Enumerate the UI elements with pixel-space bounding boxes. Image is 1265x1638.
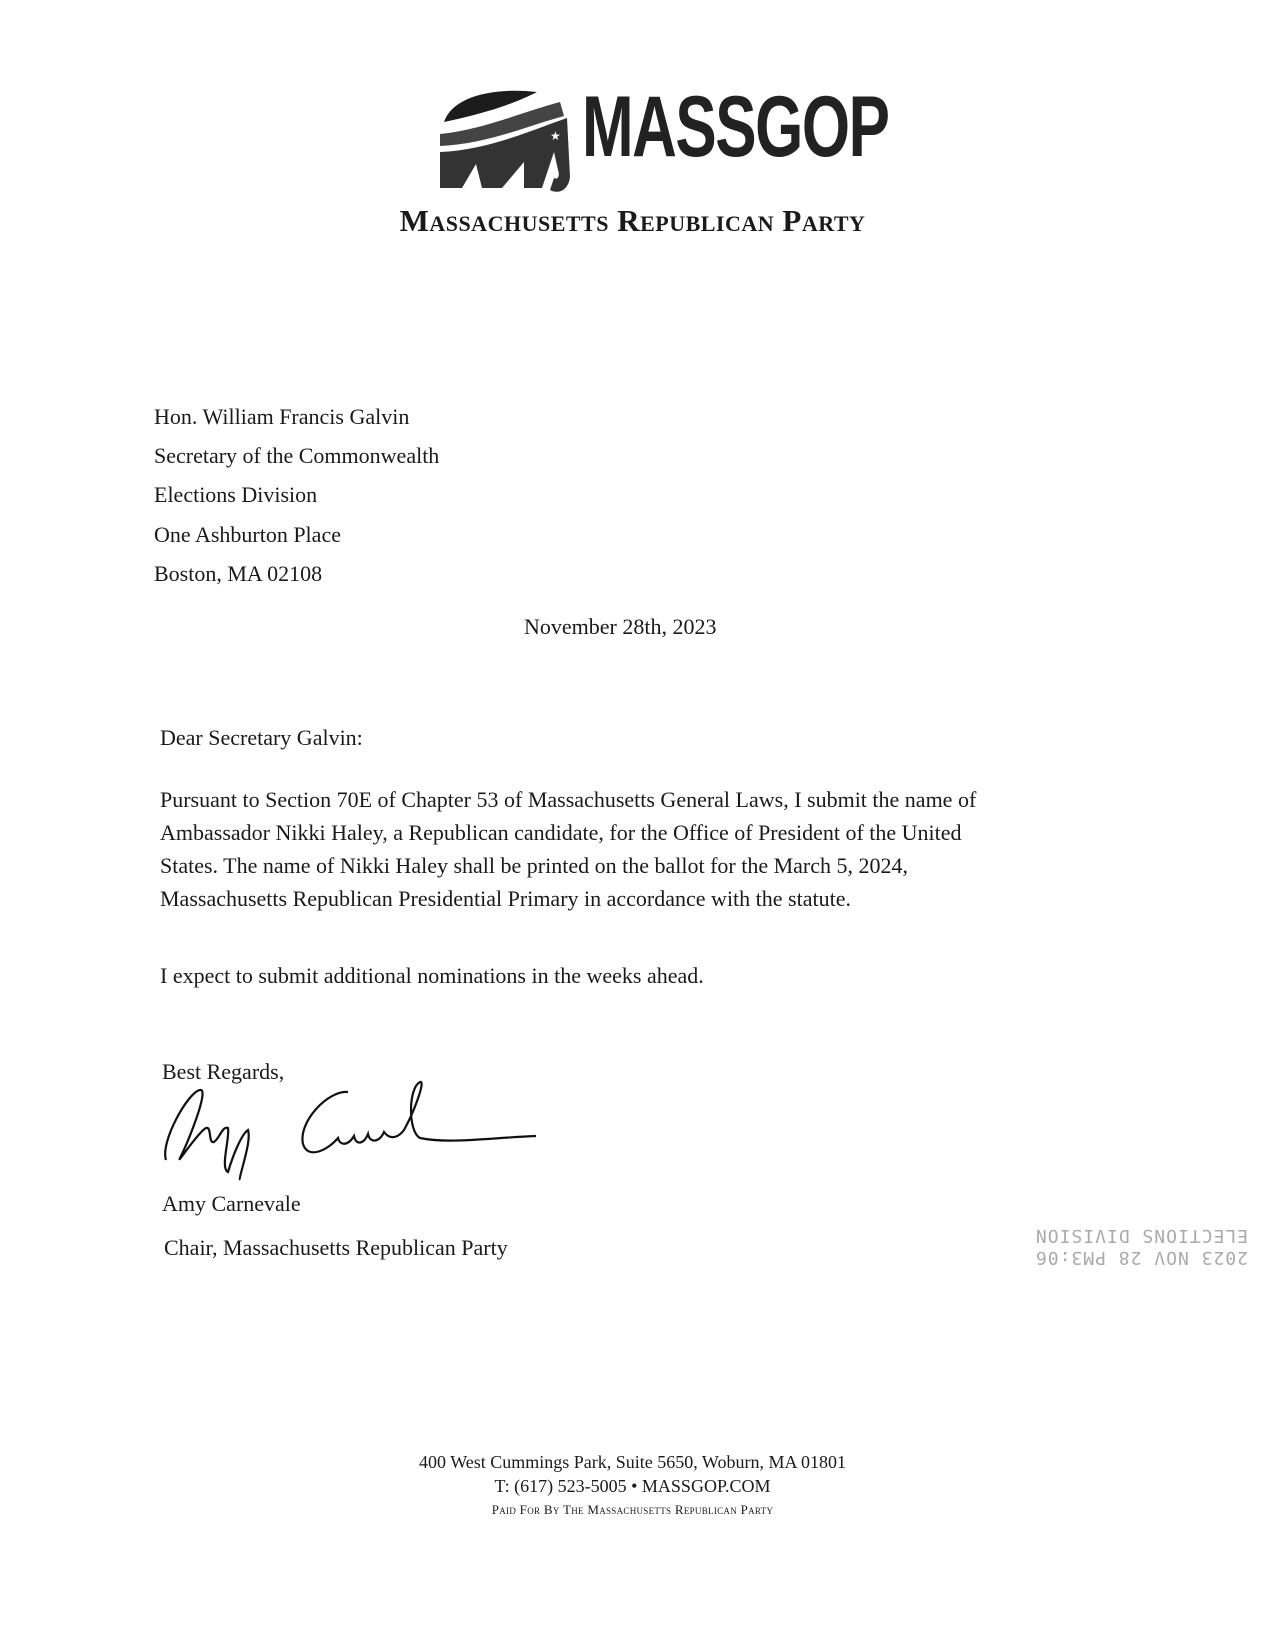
salutation: Dear Secretary Galvin: (160, 725, 363, 750)
received-stamp (1018, 1224, 1248, 1268)
letter-date: November 28th, 2023 (524, 614, 717, 639)
elephant-flag-icon (432, 82, 582, 200)
footer-contact: T: (617) 523-5005 • MASSGOP.COM (494, 1476, 771, 1496)
logo-wordmark: MASSGOP (582, 79, 889, 175)
recipient-line: Boston, MA 02108 (154, 561, 323, 586)
body-paragraph-2: I expect to submit additional nominations in the weeks ahead. (160, 963, 704, 988)
handwritten-signature (158, 1072, 558, 1182)
body-line: States. The name of Nikki Haley shall be printed on the ballot for the March 5, 2024, (160, 853, 909, 878)
stamp-division: ELECTIONS DIVISION (1034, 1225, 1248, 1246)
recipient-line: Elections Division (154, 482, 318, 507)
body-line: Pursuant to Section 70E of Chapter 53 of Massachusetts General Laws, I submit the name of (160, 787, 977, 812)
body-paragraph-1 (160, 783, 976, 915)
organization-heading: Massachusetts Republican Party (399, 203, 866, 238)
footer-address: 400 West Cummings Park, Suite 5650, Woburn, MA 01801 (419, 1452, 846, 1472)
body-line: Ambassador Nikki Haley, a Republican candidate, for the Office of President of the United (160, 820, 962, 845)
stamp-date: 2023 NOV 28 PM3:06 (1034, 1247, 1248, 1268)
closing: Best Regards, (162, 1059, 285, 1084)
signer-name: Amy Carnevale (162, 1191, 301, 1216)
signer-title: Chair, Massachusetts Republican Party (164, 1235, 508, 1260)
body-line: Massachusetts Republican Presidential Primary in accordance with the statute. (160, 886, 851, 911)
recipient-line: Secretary of the Commonwealth (154, 443, 440, 468)
svg-text:★: ★ (550, 129, 561, 143)
letterhead-footer (0, 1450, 1265, 1522)
recipient-line: Hon. William Francis Galvin (154, 404, 410, 429)
footer-paid-for: Paid For By The Massachusetts Republican Party (491, 1502, 774, 1517)
recipient-line: One Ashburton Place (154, 522, 341, 547)
massgop-logo (432, 79, 889, 200)
